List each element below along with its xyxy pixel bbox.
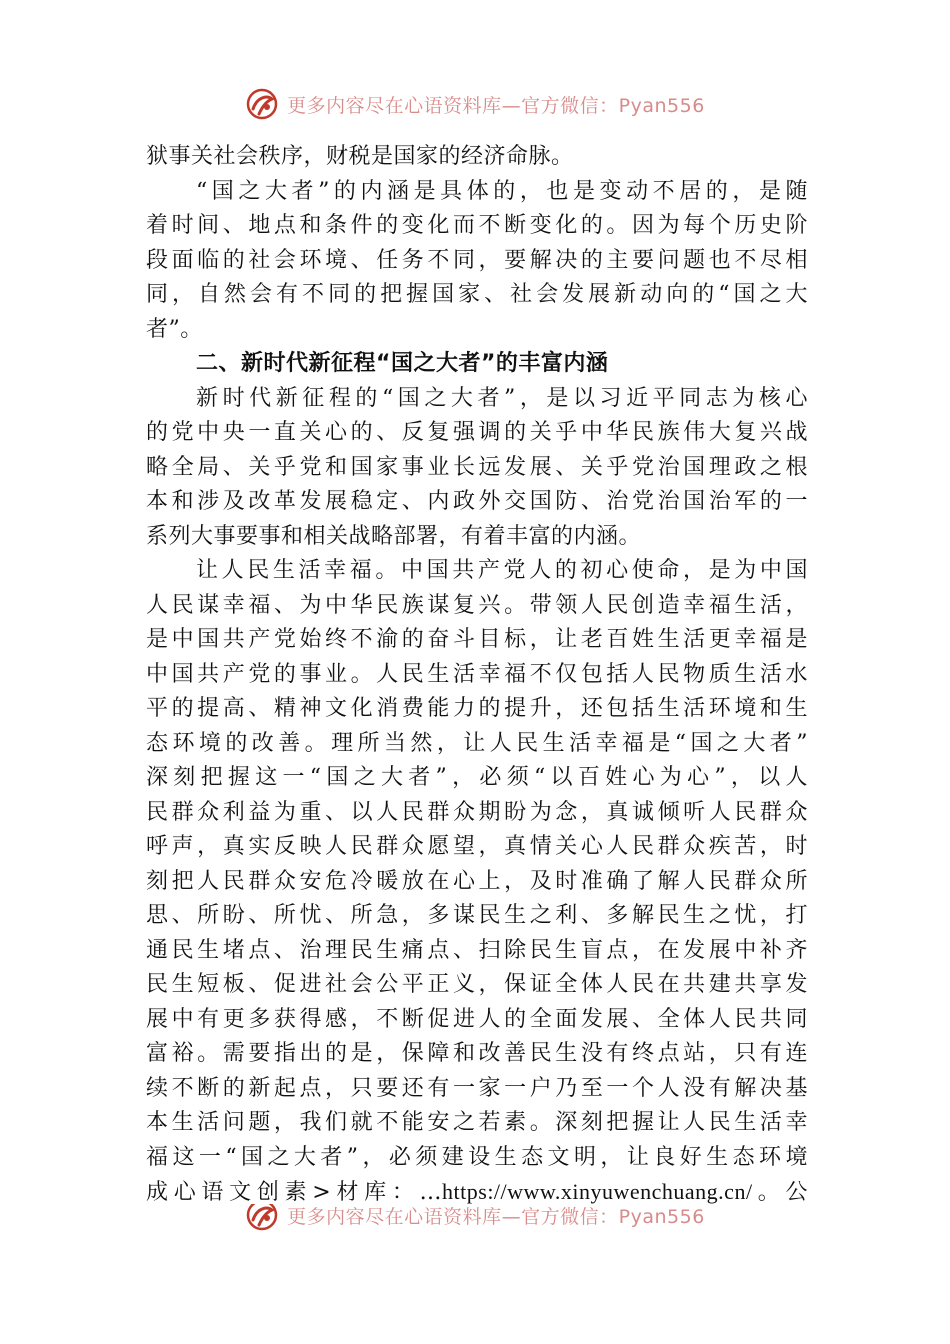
text-line: 刻把人民群众安危冷暖放在心上，及时准确了解人民群众所 [146,868,808,894]
text-fragment: 成心语文创素>材库：… [146,1180,443,1205]
text-line: 呼声，真实反映人民群众愿望，真情关心人民群众疾苦，时 [146,834,808,859]
text-line: 中国共产党的事业。人民生活幸福不仅包括人民物质生活水 [146,661,808,687]
text-line: “国之大者”的内涵是具体的，也是变动不居的，是随 [196,178,808,204]
logo-icon [245,87,279,121]
footer-watermark [0,1204,950,1238]
paragraph-1 [146,140,808,175]
paragraph-2 [146,175,808,348]
text-line: 狱事关社会秩序，财税是国家的经济命脉。 [146,144,574,169]
text-line: 人民谋幸福、为中华民族谋复兴。带领人民创造幸福生活， [146,592,808,618]
text-line: 态环境的改善。理所当然，让人民生活幸福是“国之大者” [146,730,808,756]
text-line: 让人民生活幸福。中国共产党人的初心使命，是为中国 [196,558,808,583]
text-line: 同，自然会有不同的把握国家、社会发展新动向的“国之大 [146,282,808,307]
text-fragment: 。公 [752,1180,808,1205]
text-line: 思、所盼、所忧、所急，多谋民生之利、多解民生之忧，打 [146,903,808,928]
text-line: 平的提高、精神文化消费能力的提升，还包括生活环境和生 [146,696,808,721]
text-line: 通民生堵点、治理民生痛点、扫除民生盲点，在发展中补齐 [146,937,808,963]
text-line: 的党中央一直关心的、反复强调的关乎中华民族伟大复兴战 [146,420,808,445]
watermark-text: 更多内容尽在心语资料库—官方微信：Pyan556 [287,94,705,117]
text-line: 深刻把握这一“国之大者”，必须“以百姓心为心”，以人 [146,765,808,790]
text-line: 是中国共产党始终不渝的奋斗目标，让老百姓生活更幸福是 [146,627,808,652]
text-line: 新时代新征程的“国之大者”，是以习近平同志为核心 [196,385,808,411]
text-line: 民群众利益为重、以人民群众期盼为念，真诚倾听人民群众 [146,799,808,825]
source-url-link[interactable]: https://www.xinyuwenchuang.cn/ [442,1179,753,1204]
paragraph-4 [146,554,808,1210]
text-line: 本和涉及改革发展稳定、内政外交国防、治党治国治军的一 [146,489,808,514]
section-heading: 二、新时代新征程“国之大者”的丰富内涵 [196,351,609,376]
text-line: 民生短板、促进社会公平正义，保证全体人民在共建共享发 [146,972,808,997]
text-line: 本生活问题，我们就不能安之若素。深刻把握让人民生活幸 [146,1110,808,1135]
text-line: 展中有更多获得感，不断促进人的全面发展、全体人民共同 [146,1006,808,1032]
text-line: 富裕。需要指出的是，保障和改善民生没有终点站，只有连 [146,1041,808,1066]
logo-icon [245,1204,279,1232]
text-line: 续不断的新起点，只要还有一家一户乃至一个人没有解决基 [146,1075,808,1101]
text-line: 系列大事要事和相关战略部署，有着丰富的内涵。 [146,523,642,549]
text-line: 略全局、关乎党和国家事业长远发展、关乎党治国理政之根 [146,454,808,480]
paragraph-3 [146,382,808,555]
text-line: 福这一“国之大者”，必须建设生态文明，让良好生态环境 [146,1144,808,1170]
watermark-text: 更多内容尽在心语资料库—官方微信：Pyan556 [287,1205,705,1228]
text-line: 者”。 [146,316,203,342]
document-body [146,140,808,1210]
text-line: 段面临的社会环境、任务不同，要解决的主要问题也不尽相 [146,247,808,273]
header-watermark [0,84,950,124]
text-line: 着时间、地点和条件的变化而不断变化的。因为每个历史阶 [146,213,808,238]
